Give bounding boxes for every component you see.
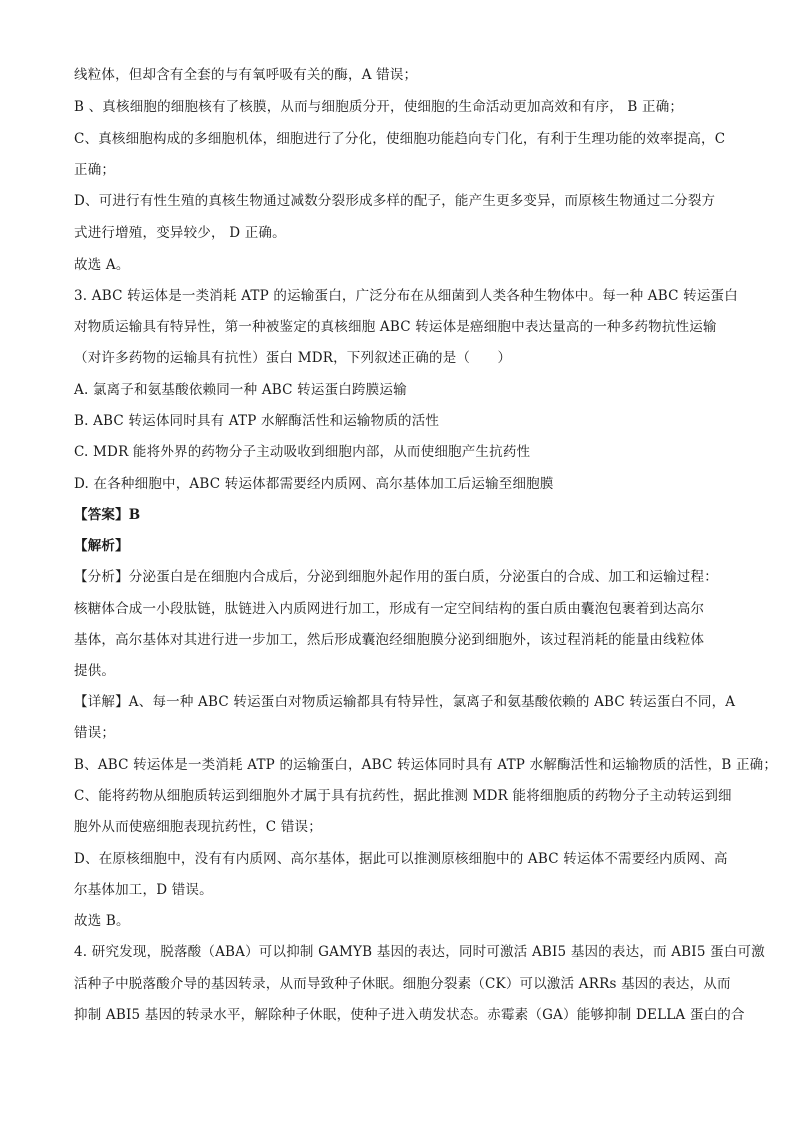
text-line: 故选 B。 bbox=[74, 913, 130, 929]
option-a: A. 氯离子和氨基酸依赖同一种 ABC 转运蛋白跨膜运输 bbox=[74, 382, 407, 398]
analysis-paragraph: 核糖体合成一小段肽链，肽链进入内质网进行加工，形成有一定空间结构的蛋白质由囊泡包裹着到达高尔 bbox=[74, 601, 705, 617]
option-c: C. MDR 能将外界的药物分子主动吸收到细胞内部，从而使细胞产生抗药性 bbox=[74, 444, 531, 460]
answer-label: 【答案】B bbox=[74, 507, 141, 523]
question-stem: 对物质运输具有特异性，第一种被鉴定的真核细胞 ABC 转运体是癌细胞中表达量高的一种多药物抗性运输 bbox=[74, 319, 717, 335]
text-line: B 、真核细胞的细胞核有了核膜，从而与细胞质分开，使细胞的生命活动更加高效和有序， B 正确； bbox=[74, 99, 684, 115]
question-stem: 4. 研究发现，脱落酸（ABA）可以抑制 GAMYB 基因的表达，同时可激活 ABI5 基因的表达，而 ABI5 蛋白可激 bbox=[74, 944, 765, 960]
question-stem: 3. ABC 转运体是一类消耗 ATP 的运输蛋白，广泛分布在从细菌到人类各种生物体中。每一种 ABC 转运蛋白 bbox=[74, 288, 738, 304]
text-line: 式进行增殖，变异较少， D 正确。 bbox=[74, 225, 286, 241]
question-stem: （对许多药物的运输具有抗性）蛋白 MDR，下列叙述正确的是（ ） bbox=[74, 350, 512, 366]
detail-paragraph: C、能将药物从细胞质转运到细胞外才属于具有抗药性，据此推测 MDR 能将细胞质的药物分子主动转运到细 bbox=[74, 788, 732, 804]
question-stem: 抑制 ABI5 基因的转录水平，解除种子休眠，使种子进入萌发状态。赤霉素（GA）能够抑制 DELLA 蛋白的合 bbox=[74, 1007, 745, 1023]
analysis-paragraph: 提供。 bbox=[74, 663, 116, 679]
detail-paragraph: 尔基体加工，D 错误。 bbox=[74, 882, 213, 898]
text-line: 正确； bbox=[74, 162, 116, 178]
option-d: D. 在各种细胞中，ABC 转运体都需要经内质网、高尔基体加工后运输至细胞膜 bbox=[74, 476, 554, 492]
detail-paragraph: 错误； bbox=[74, 725, 116, 741]
text-line: 故选 A。 bbox=[74, 257, 130, 273]
text-line: D、可进行有性生殖的真核生物通过减数分裂形成多样的配子，能产生更多变异，而原核生物通过二分裂方 bbox=[74, 193, 716, 209]
detail-paragraph: 【详解】A、每一种 ABC 转运蛋白对物质运输都具有特异性，氯离子和氨基酸依赖的 ABC 转运蛋白不同，A bbox=[74, 694, 736, 710]
question-stem: 活种子中脱落酸介导的基因转录，从而导致种子休眠。细胞分裂素（CK）可以激活 ARRs 基因的表达，从而 bbox=[74, 976, 731, 992]
text-line: 线粒体，但却含有全套的与有氧呼吸有关的酶，A 错误； bbox=[74, 67, 418, 83]
detail-paragraph: D、在原核细胞中，没有有内质网、高尔基体，据此可以推测原核细胞中的 ABC 转运体不需要经内质网、高 bbox=[74, 851, 728, 867]
detail-paragraph: B、ABC 转运体是一类消耗 ATP 的运输蛋白，ABC 转运体同时具有 ATP 水解酶活性和运输物质的活性，B 正确； bbox=[74, 757, 778, 773]
analysis-paragraph: 基体，高尔基体对其进行进一步加工，然后形成囊泡经细胞膜分泌到细胞外，该过程消耗的能量由线粒体 bbox=[74, 632, 705, 648]
option-b: B. ABC 转运体同时具有 ATP 水解酶活性和运输物质的活性 bbox=[74, 413, 440, 429]
detail-paragraph: 胞外从而使癌细胞表现抗药性，C 错误； bbox=[74, 819, 322, 835]
analysis-paragraph: 【分析】分泌蛋白是在细胞内合成后，分泌到细胞外起作用的蛋白质，分泌蛋白的合成、加工和运输过程： bbox=[74, 569, 718, 585]
analysis-label: 【解析】 bbox=[74, 538, 129, 554]
text-line: C、真核细胞构成的多细胞机体，细胞进行了分化，使细胞功能趋向专门化，有利于生理功能的效率提高，C bbox=[74, 131, 726, 147]
